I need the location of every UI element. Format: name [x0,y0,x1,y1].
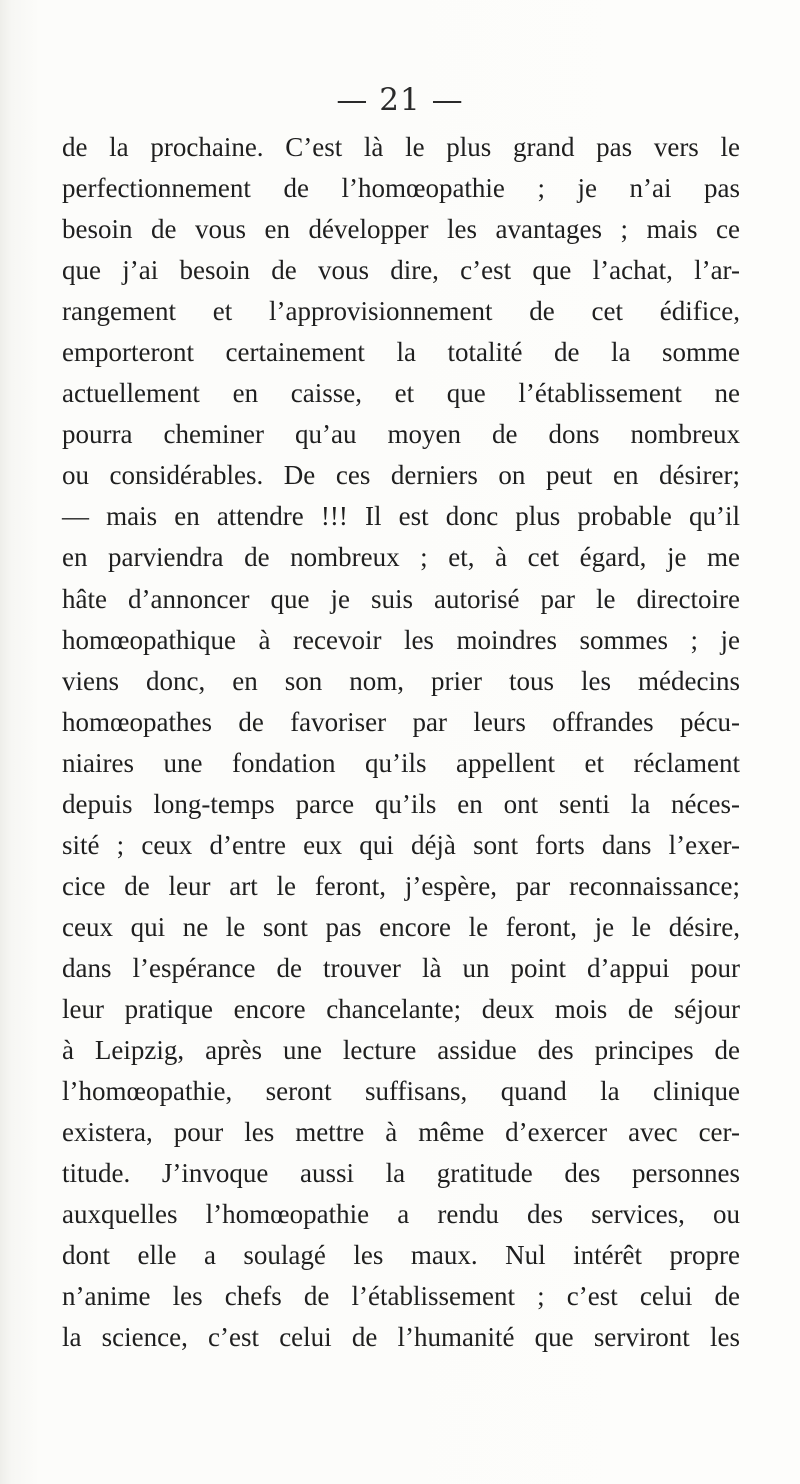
page-number: — 21 — [336,82,464,118]
text-line: perfectionnement de l’homœopathie ; je n’ai pas [62,173,740,204]
text-line: en parviendra de nombreux ; et, à cet égard, je me [62,542,740,573]
text-line: dans l’espérance de trouver là un point d’appui pour [62,952,740,983]
text-line: actuellement en caisse, et que l’établissement ne [62,378,740,409]
text-line: viens donc, en son nom, prier tous les médecins [62,665,740,696]
text-line: leur pratique encore chancelante; deux mois de séjour [62,993,740,1024]
text-line: de la prochaine. C’est là le plus grand pas vers le [62,132,740,162]
text-line: ceux qui ne le sont pas encore le feront, je le désire, [62,911,740,942]
text-line: cice de leur art le feront, j’espère, par reconnaissance; [62,870,740,901]
text-line: homœopathique à recevoir les moindres sommes ; je [62,624,740,655]
text-line: la science, c’est celui de l’humanité que serviront les [62,1322,740,1353]
text-line: homœopathes de favoriser par leurs offrandes pécu- [62,706,740,737]
text-line: existera, pour les mettre à même d’exercer avec cer- [62,1117,740,1148]
text-line: que j’ai besoin de vous dire, c’est que l’achat, l’ar- [62,255,740,286]
text-line: pourra cheminer qu’au moyen de dons nombreux [62,419,740,450]
text-line: auxquelles l’homœopathie a rendu des services, ou [62,1199,740,1230]
text-line: depuis long-temps parce qu’ils en ont senti la néces- [62,788,740,819]
body-text [62,127,740,1358]
text-line: rangement et l’approvisionnement de cet édifice, [62,296,740,327]
text-line: emporteront certainement la totalité de la somme [62,337,740,368]
text-line: besoin de vous en développer les avantages ; mais ce [62,214,740,245]
text-line: ou considérables. De ces derniers on peut en désirer; [62,460,740,491]
text-line: niaires une fondation qu’ils appellent et réclament [62,747,740,778]
text-line: l’homœopathie, seront suffisans, quand la clinique [62,1076,740,1107]
text-line: — mais en attendre !!! Il est donc plus probable qu’il [62,501,740,532]
text-line: dont elle a soulagé les maux. Nul intérêt propre [62,1240,740,1271]
text-line: hâte d’annoncer que je suis autorisé par le directoire [62,583,740,614]
text-line: à Leipzig, après une lecture assidue des principes de [62,1035,740,1066]
text-line: sité ; ceux d’entre eux qui déjà sont forts dans l’exer- [62,829,740,860]
text-line: n’anime les chefs de l’établissement ; c’est celui de [62,1281,740,1312]
text-line: titude. J’invoque aussi la gratitude des personnes [62,1158,740,1189]
